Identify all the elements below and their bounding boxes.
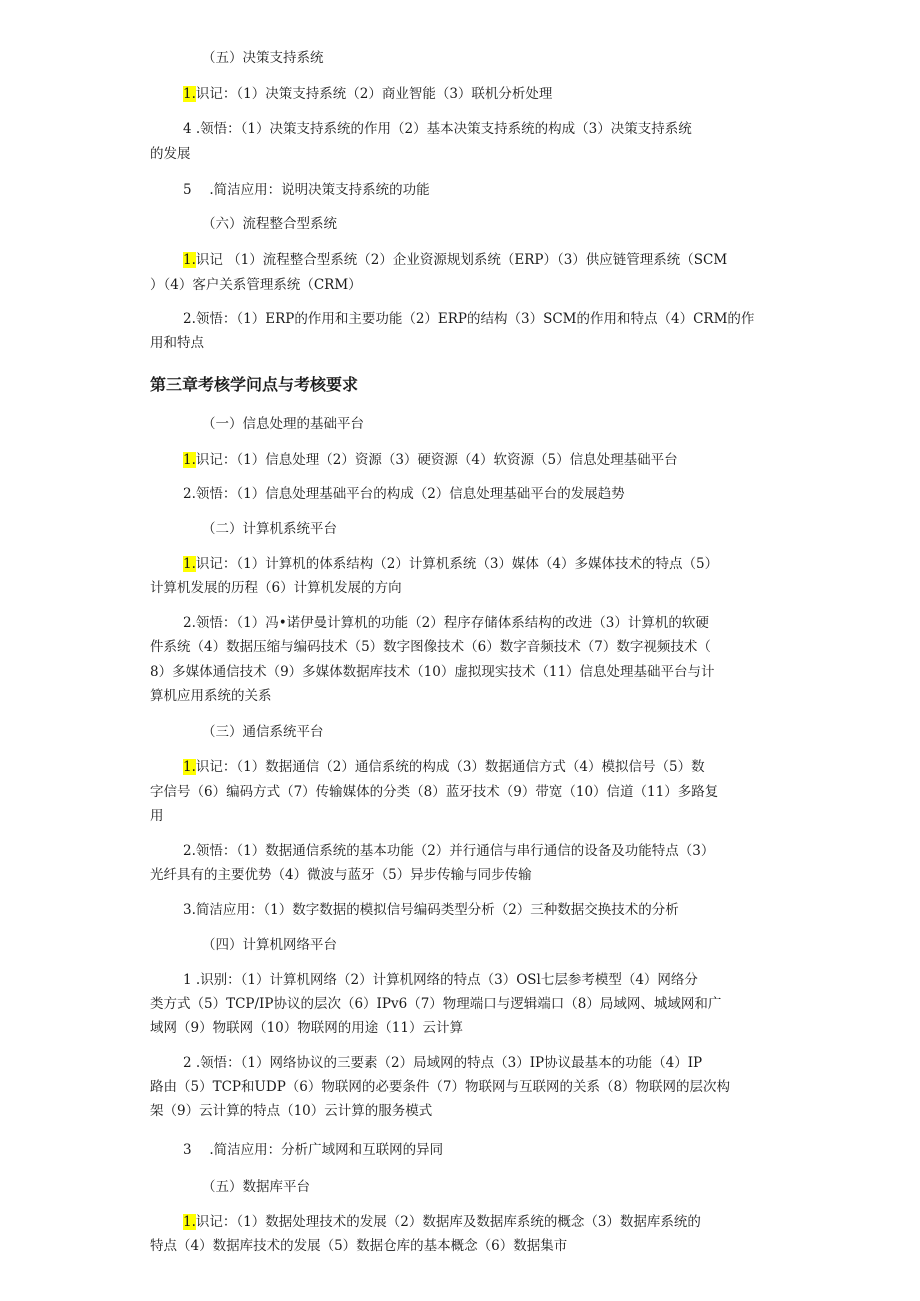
list-item-line: 路由（5）TCP和UDP（6）物联网的必要条件（7）物联网与互联网的关系（8）物联网的层次构	[150, 1079, 731, 1095]
list-item-line: 2.领悟：（1）数据通信系统的基本功能（2）并行通信与串行通信的设备及功能特点（3）	[183, 843, 715, 859]
highlighted-number: 1.	[183, 452, 196, 468]
list-item-line: 用和特点	[150, 335, 204, 351]
list-item-line: 8）多媒体通信技术（9）多媒体数据库技术（10）虚拟现实技术（11）信息处理基础平台与计	[150, 664, 715, 680]
list-item-line: ）（4）客户关系管理系统（CRM）	[150, 277, 362, 293]
list-item-line: 4 .领悟：（1）决策支持系统的作用（2）基本决策支持系统的构成（3）决策支持系统	[183, 121, 692, 137]
list-item-line: 的发展	[150, 146, 191, 162]
item-text: 识记：（1）数据通信（2）通信系统的构成（3）数据通信方式（4）模拟信号（5）数	[195, 759, 705, 775]
list-item	[183, 84, 552, 104]
list-item-line: 架（9）云计算的特点（10）云计算的服务模式	[150, 1103, 433, 1119]
item-text: 识记 （1）流程整合型系统（2）企业资源规划系统（ERP）（3）供应链管理系统（SCM	[195, 252, 728, 268]
item-text: 识记：（1）信息处理（2）资源（3）硬资源（4）软资源（5）信息处理基础平台	[195, 452, 678, 468]
highlighted-number: 1.	[183, 252, 196, 268]
highlighted-number: 1.	[183, 556, 196, 572]
item-text: 识记：（1）决策支持系统（2）商业智能（3）联机分析处理	[195, 86, 553, 102]
list-item-line: 特点（4）数据库技术的发展（5）数据仓库的基本概念（6）数据集市	[150, 1238, 568, 1254]
section-heading-decision-support: （五）决策支持系统	[202, 50, 324, 66]
chapter-title: 第三章考核学问点与考核要求	[150, 375, 359, 394]
list-item-line: 算机应用系统的关系	[150, 688, 272, 704]
list-item-line: 用	[150, 808, 164, 824]
section-heading-computer-platform: （二）计算机系统平台	[202, 521, 337, 537]
highlighted-number: 1.	[183, 1214, 196, 1230]
list-item-line: 2.领悟：（1）ERP的作用和主要功能（2）ERP的结构（3）SCM的作用和特点（4）CRM的作	[183, 311, 755, 327]
list-item	[183, 1212, 701, 1232]
list-item-line: 类方式（5）TCP/IP协议的层次（6）IPv6（7）物理端口与逻辑端口（8）局域网、城域网和广	[150, 996, 722, 1012]
section-heading-database-platform: （五）数据库平台	[202, 1179, 310, 1195]
list-item: 3.简洁应用：（1）数字数据的模拟信号编码类型分析（2）三种数据交换技术的分析	[183, 902, 679, 918]
highlighted-number: 1.	[183, 759, 196, 775]
list-item-line: 计算机发展的历程（6）计算机发展的方向	[150, 580, 402, 596]
list-item-line: 1 .识别：（1）计算机网络（2）计算机网络的特点（3）OSl七层参考模型（4）网络分	[183, 972, 698, 988]
list-item: 5 .简洁应用：说明决策支持系统的功能	[183, 182, 430, 198]
list-item: 2.领悟：（1）信息处理基础平台的构成（2）信息处理基础平台的发展趋势	[183, 486, 625, 502]
item-text: 识记：（1）计算机的体系结构（2）计算机系统（3）媒体（4）多媒体技术的特点（5）	[195, 556, 719, 572]
list-item-line: 件系统（4）数据压缩与编码技术（5）数字图像技术（6）数字音频技术（7）数字视频技术（	[150, 639, 711, 655]
list-item	[183, 250, 727, 270]
item-text: 识记：（1）数据处理技术的发展（2）数据库及数据库系统的概念（3）数据库系统的	[195, 1214, 701, 1230]
section-heading-comm-platform: （三）通信系统平台	[202, 724, 324, 740]
section-heading-process-integration: （六）流程整合型系统	[202, 216, 337, 232]
section-heading-network-platform: （四）计算机网络平台	[202, 937, 337, 953]
list-item-line: 字信号（6）编码方式（7）传输媒体的分类（8）蓝牙技术（9）带宽（10）信道（11）多路复	[150, 784, 719, 800]
list-item-line: 2.领悟：（1）冯•诺伊曼计算机的功能（2）程序存储体系结构的改进（3）计算机的软硬	[183, 615, 709, 631]
list-item-line: 2 .领悟：（1）网络协议的三要素（2）局域网的特点（3）IP协议最基本的功能（4）IP	[183, 1055, 703, 1071]
list-item	[183, 757, 705, 777]
list-item: 3 .简洁应用：分析广域网和互联网的异同	[183, 1142, 444, 1158]
list-item-line: 光纤具有的主要优势（4）微波与蓝牙（5）异步传输与同步传输	[150, 867, 532, 883]
section-heading-info-platform: （一）信息处理的基础平台	[202, 416, 364, 432]
list-item	[183, 554, 718, 574]
list-item	[183, 450, 678, 470]
list-item-line: 域网（9）物联网（10）物联网的用途（11）云计算	[150, 1020, 463, 1036]
highlighted-number: 1.	[183, 86, 196, 102]
